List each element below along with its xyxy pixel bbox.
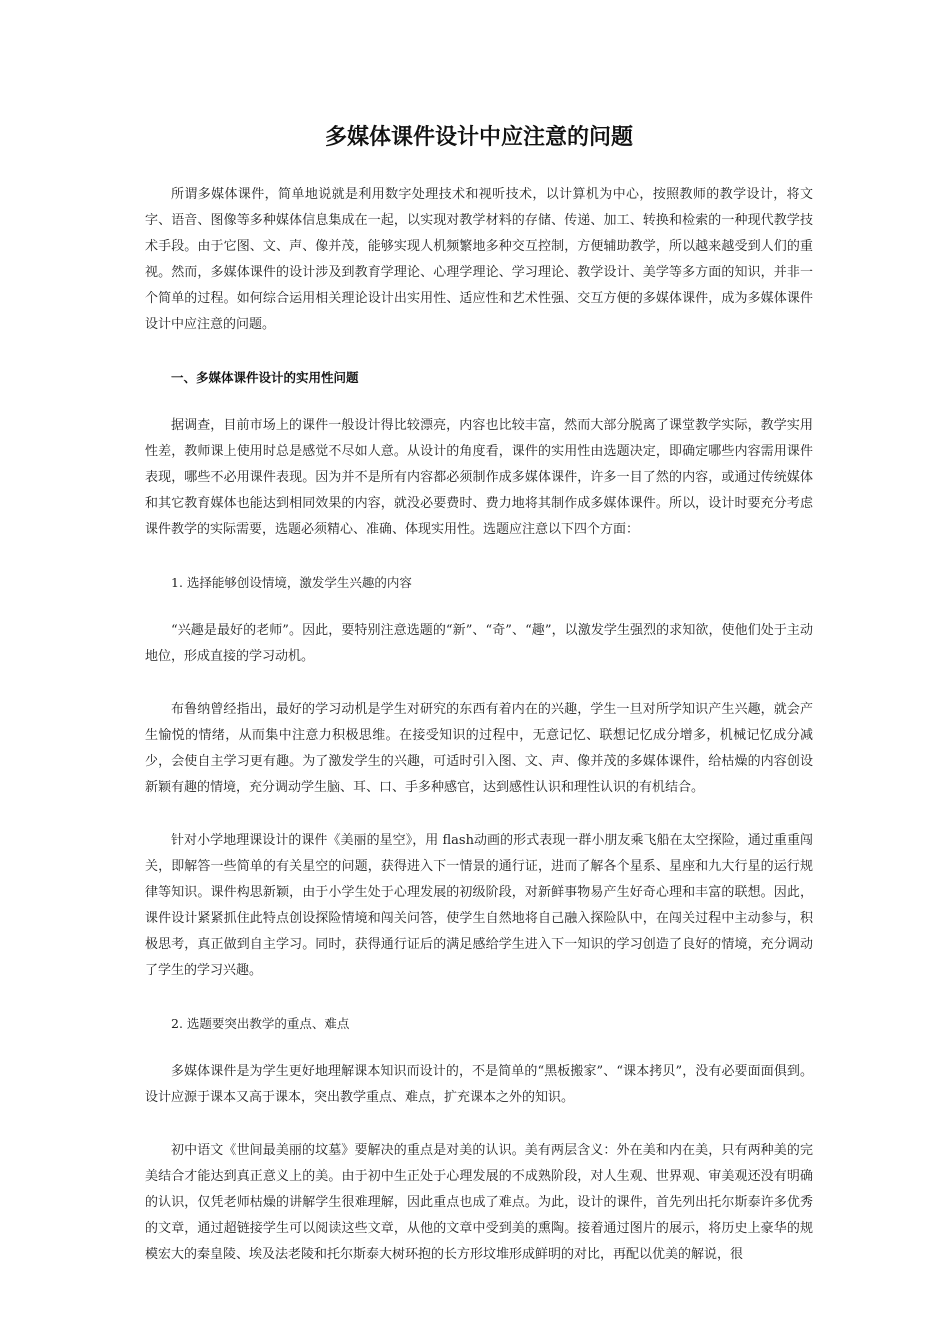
point1-paragraph-3: 针对小学地理课设计的课件《美丽的星空》，用 flash动画的形式表现一群小朋友乘飞船在太空探险，通过重重闯关，即解答一些简单的有关星空的问题，获得进入下一情景的通行证，进而了解各个星系、星座和九大行星的运行规律等知识。课件构思新颖，由于小学生处于心理发展的初级阶段，对新鲜事物易产生好奇心理和丰富的联想。因此，课件设计紧紧抓住此特点创设探险情境和闯关问答，使学生自然地将自己融入探险队中，在闯关过程中主动参与，积极思考，真正做到自主学习。同时，获得通行证后的满足感给学生进入下一知识的学习创造了良好的情境，充分调动了学生的学习兴趣。	[145, 833, 813, 978]
point2-paragraph-1: 多媒体课件是为学生更好地理解课本知识而设计的，不是简单的“黑板搬家”、“课本拷贝”，没有必要面面俱到。设计应源于课本又高于课本，突出教学重点、难点，扩充课本之外的知识。	[145, 1064, 813, 1105]
point2-paragraph-2: 初中语文《世间最美丽的坟墓》要解决的重点是对美的认识。美有两层含义：外在美和内在美，只有两种美的完美结合才能达到真正意义上的美。由于初中生正处于心理发展的不成熟阶段，对人生观、世界观、审美观还没有明确的认识，仅凭老师枯燥的讲解学生很难理解，因此重点也成了难点。为此，设计的课件，首先列出托尔斯泰许多优秀的文章，通过超链接学生可以阅读这些文章，从他的文章中受到美的熏陶。接着通过图片的展示，将历史上豪华的规模宏大的秦皇陵、埃及法老陵和托尔斯泰大树环抱的长方形坟堆形成鲜明的对比，再配以优美的解说，很	[145, 1143, 813, 1262]
section1-intro-paragraph: 据调查，目前市场上的课件一般设计得比较漂亮，内容也比较丰富，然而大部分脱离了课堂教学实际，教学实用性差，教师课上使用时总是感觉不尽如人意。从设计的角度看，课件的实用性由选题决定，即确定哪些内容需用课件表现，哪些不必用课件表现。因为并不是所有内容都必须制作成多媒体课件，许多一目了然的内容，或通过传统媒体和其它教育媒体也能达到相同效果的内容，就没必要费时、费力地将其制作成多媒体课件。所以，设计时要充分考虑课件教学的实际需要，选题必须精心、准确、体现实用性。选题应注意以下四个方面：	[145, 418, 813, 537]
point2-heading: 2. 选题要突出教学的重点、难点	[171, 1016, 350, 1031]
intro-paragraph: 所谓多媒体课件，简单地说就是利用数字处理技术和视听技术，以计算机为中心，按照教师的教学设计，将文字、语音、图像等多种媒体信息集成在一起，以实现对教学材料的存储、传递、加工、转换和检索的一种现代教学技术手段。由于它图、文、声、像并茂，能够实现人机频繁地多种交互控制，方便辅助教学，所以越来越受到人们的重视。然而，多媒体课件的设计涉及到教育学理论、心理学理论、学习理论、教学设计、美学等多方面的知识，并非一个简单的过程。如何综合运用相关理论设计出实用性、适应性和艺术性强、交互方便的多媒体课件，成为多媒体课件设计中应注意的问题。	[145, 187, 813, 332]
point1-paragraph-2: 布鲁纳曾经指出，最好的学习动机是学生对研究的东西有着内在的兴趣，学生一旦对所学知识产生兴趣，就会产生愉悦的情绪，从而集中注意力积极思维。在接受知识的过程中，无意记忆、联想记忆成分增多，机械记忆成分减少，会使自主学习更有趣。为了激发学生的兴趣，可适时引入图、文、声、像并茂的多媒体课件，给枯燥的内容创设新颖有趣的情境，充分调动学生脑、耳、口、手多种感官，达到感性认识和理性认识的有机结合。	[145, 702, 813, 795]
document-title: 多媒体课件设计中应注意的问题	[324, 125, 633, 150]
point1-heading: 1. 选择能够创设情境，激发学生兴趣的内容	[171, 575, 412, 590]
point1-paragraph-1: “兴趣是最好的老师”。因此，要特别注意选题的“新”、“奇”、“趣”，以激发学生强烈的求知欲，使他们处于主动地位，形成直接的学习动机。	[145, 623, 813, 664]
document-page	[145, 118, 813, 1268]
section-heading-practicality: 一、多媒体课件设计的实用性问题	[171, 370, 359, 385]
